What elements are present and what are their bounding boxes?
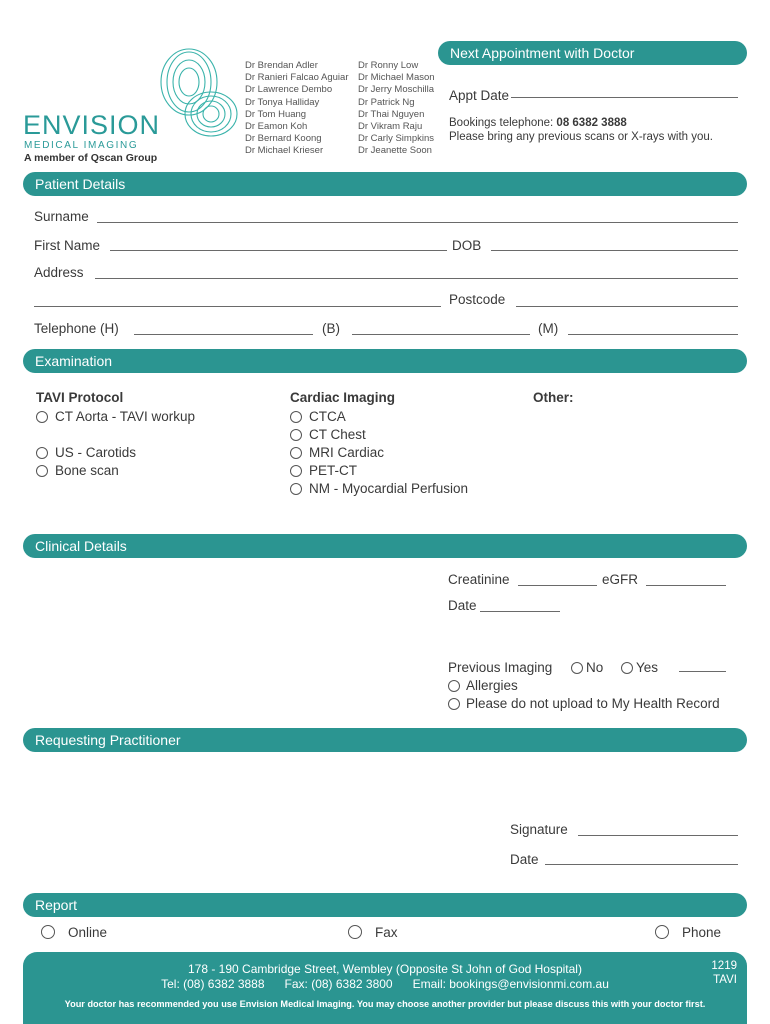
option-bone-scan[interactable] — [36, 463, 119, 478]
clinical-date-label: Date — [448, 598, 477, 613]
radio-icon[interactable] — [290, 429, 302, 441]
doctor-name: Dr Brendan Adler — [245, 60, 318, 71]
address-line-2-field[interactable] — [34, 306, 441, 307]
bookings-note: Please bring any previous scans or X-rays with you. — [449, 131, 713, 143]
doctor-name: Dr Michael Mason — [358, 72, 435, 84]
option-ct-chest[interactable] — [290, 427, 366, 442]
previous-imaging-yes[interactable] — [621, 660, 658, 675]
previous-imaging-field[interactable] — [679, 671, 726, 672]
doctor-name: Dr Vikram Raju — [358, 121, 423, 133]
doctor-list-2 — [358, 60, 435, 158]
radio-icon[interactable] — [36, 447, 48, 459]
examination-header: Examination — [23, 349, 747, 373]
doctor-name: Dr Michael Krieser — [245, 145, 324, 157]
footer-contact: Tel: (08) 6382 3888 Fax: (08) 6382 3800 Email: bookings@envisionmi.com.au — [161, 977, 609, 991]
clinical-details-header: Clinical Details — [23, 534, 747, 558]
previous-imaging-label: Previous Imaging — [448, 660, 553, 675]
option-label: Fax — [375, 925, 398, 940]
option-label: Please do not upload to My Health Record — [466, 696, 720, 711]
footer-address: 178 - 190 Cambridge Street, Wembley (Opposite St John of God Hospital) — [188, 962, 582, 976]
requesting-practitioner-header: Requesting Practitioner — [23, 728, 747, 752]
telephone-mobile-field[interactable] — [568, 334, 738, 335]
doctor-list-1 — [245, 60, 349, 158]
option-label: MRI Cardiac — [309, 445, 385, 460]
logo — [23, 48, 245, 168]
dob-field[interactable] — [491, 250, 738, 251]
doctor-name: Dr Eamon Koh — [245, 121, 308, 133]
brand-name: ENVISION — [23, 110, 161, 140]
cardiac-imaging-header: Cardiac Imaging — [290, 390, 396, 405]
doctor-name: Dr Ronny Low — [358, 60, 419, 71]
creatinine-label: Creatinine — [448, 572, 510, 587]
doctor-name: Dr Jeanette Soon — [358, 145, 432, 157]
bookings-label: Bookings telephone: — [449, 117, 557, 129]
footer-disclaimer: Your doctor has recommended you use Envision Medical Imaging. You may choose another provider but please discuss this with your doctor first. — [64, 999, 706, 1009]
signature-field[interactable] — [578, 835, 738, 836]
dob-label: DOB — [452, 238, 482, 253]
address-label: Address — [34, 265, 84, 280]
doctor-name: Dr Tonya Halliday — [245, 96, 320, 108]
option-label: CT Aorta - TAVI workup — [55, 409, 196, 424]
surname-field[interactable] — [97, 222, 738, 223]
allergies-option[interactable] — [448, 678, 518, 693]
doctor-name: Dr Patrick Ng — [358, 96, 415, 108]
creatinine-field[interactable] — [518, 585, 597, 586]
telephone-business-label: (B) — [322, 321, 340, 336]
first-name-field[interactable] — [110, 250, 447, 251]
egfr-label: eGFR — [602, 572, 639, 587]
telephone-mobile-label: (M) — [538, 321, 559, 336]
option-label: PET-CT — [309, 463, 358, 478]
option-label: NM - Myocardial Perfusion — [309, 481, 469, 496]
option-label: Allergies — [466, 678, 518, 693]
radio-icon[interactable] — [621, 662, 633, 674]
radio-icon[interactable] — [571, 662, 583, 674]
option-label: US - Carotids — [55, 445, 137, 460]
previous-imaging-no[interactable] — [571, 660, 603, 675]
doctor-name: Dr Tom Huang — [245, 108, 307, 120]
appt-date-label: Appt Date — [449, 88, 510, 103]
footer-code-1: 1219 — [711, 960, 737, 972]
radio-icon[interactable] — [290, 483, 302, 495]
doctor-name: Dr Lawrence Dembo — [245, 84, 333, 96]
postcode-label: Postcode — [449, 292, 506, 307]
option-mri-cardiac[interactable] — [290, 445, 384, 460]
radio-icon[interactable] — [348, 925, 362, 939]
telephone-home-field[interactable] — [134, 334, 313, 335]
clinical-date-field[interactable] — [480, 611, 560, 612]
report-online-option[interactable] — [41, 925, 107, 940]
option-nm-myocardial[interactable] — [290, 481, 468, 496]
doctor-name: Dr Bernard Koong — [245, 133, 322, 145]
telephone-home-label: Telephone (H) — [34, 321, 119, 336]
radio-icon[interactable] — [36, 411, 48, 423]
option-pet-ct[interactable] — [290, 463, 357, 478]
radio-icon[interactable] — [290, 411, 302, 423]
brand-subtitle: MEDICAL IMAGING — [24, 140, 139, 151]
footer-code-2: TAVI — [713, 974, 737, 986]
patient-details-header: Patient Details — [23, 172, 747, 196]
report-phone-option[interactable] — [655, 925, 721, 940]
report-fax-option[interactable] — [348, 925, 398, 940]
first-name-label: First Name — [34, 238, 101, 253]
tavi-protocol-header: TAVI Protocol — [36, 390, 124, 405]
no-upload-option[interactable] — [448, 696, 720, 711]
doctor-name: Dr Ranieri Falcao Aguiar — [245, 72, 349, 84]
appointment-header: Next Appointment with Doctor — [438, 41, 747, 65]
bookings-number: 08 6382 3888 — [556, 117, 627, 129]
surname-label: Surname — [34, 209, 89, 224]
radio-icon[interactable] — [36, 465, 48, 477]
option-label: No — [586, 660, 604, 675]
signature-label: Signature — [510, 822, 568, 837]
egfr-field[interactable] — [646, 585, 726, 586]
brand-member: A member of Qscan Group — [24, 152, 158, 164]
practitioner-date-label: Date — [510, 852, 539, 867]
option-label: Online — [68, 925, 108, 940]
postcode-field[interactable] — [516, 306, 738, 307]
option-us-carotids[interactable] — [36, 445, 136, 460]
footer — [23, 952, 747, 1024]
radio-icon[interactable] — [448, 680, 460, 692]
option-label: CT Chest — [309, 427, 366, 442]
radio-icon[interactable] — [290, 447, 302, 459]
other-header: Other: — [533, 390, 574, 405]
option-ctca[interactable] — [290, 409, 346, 424]
radio-icon[interactable] — [41, 925, 55, 939]
radio-icon[interactable] — [655, 925, 669, 939]
address-field[interactable] — [95, 278, 738, 279]
doctor-name: Dr Carly Simpkins — [358, 133, 435, 145]
option-label: Bone scan — [55, 463, 119, 478]
doctor-name: Dr Thai Nguyen — [358, 108, 425, 120]
radio-icon[interactable] — [290, 465, 302, 477]
report-header: Report — [23, 893, 747, 917]
logo-swirl-icon — [151, 48, 241, 140]
appt-date-field[interactable] — [511, 97, 738, 98]
option-label: Yes — [636, 660, 659, 675]
telephone-business-field[interactable] — [352, 334, 530, 335]
practitioner-date-field[interactable] — [545, 864, 738, 865]
bookings-telephone — [449, 117, 627, 129]
option-ct-aorta[interactable] — [36, 409, 195, 424]
option-label: Phone — [682, 925, 722, 940]
doctor-name: Dr Jerry Moschilla — [358, 84, 435, 96]
radio-icon[interactable] — [448, 698, 460, 710]
option-label: CTCA — [309, 409, 346, 424]
